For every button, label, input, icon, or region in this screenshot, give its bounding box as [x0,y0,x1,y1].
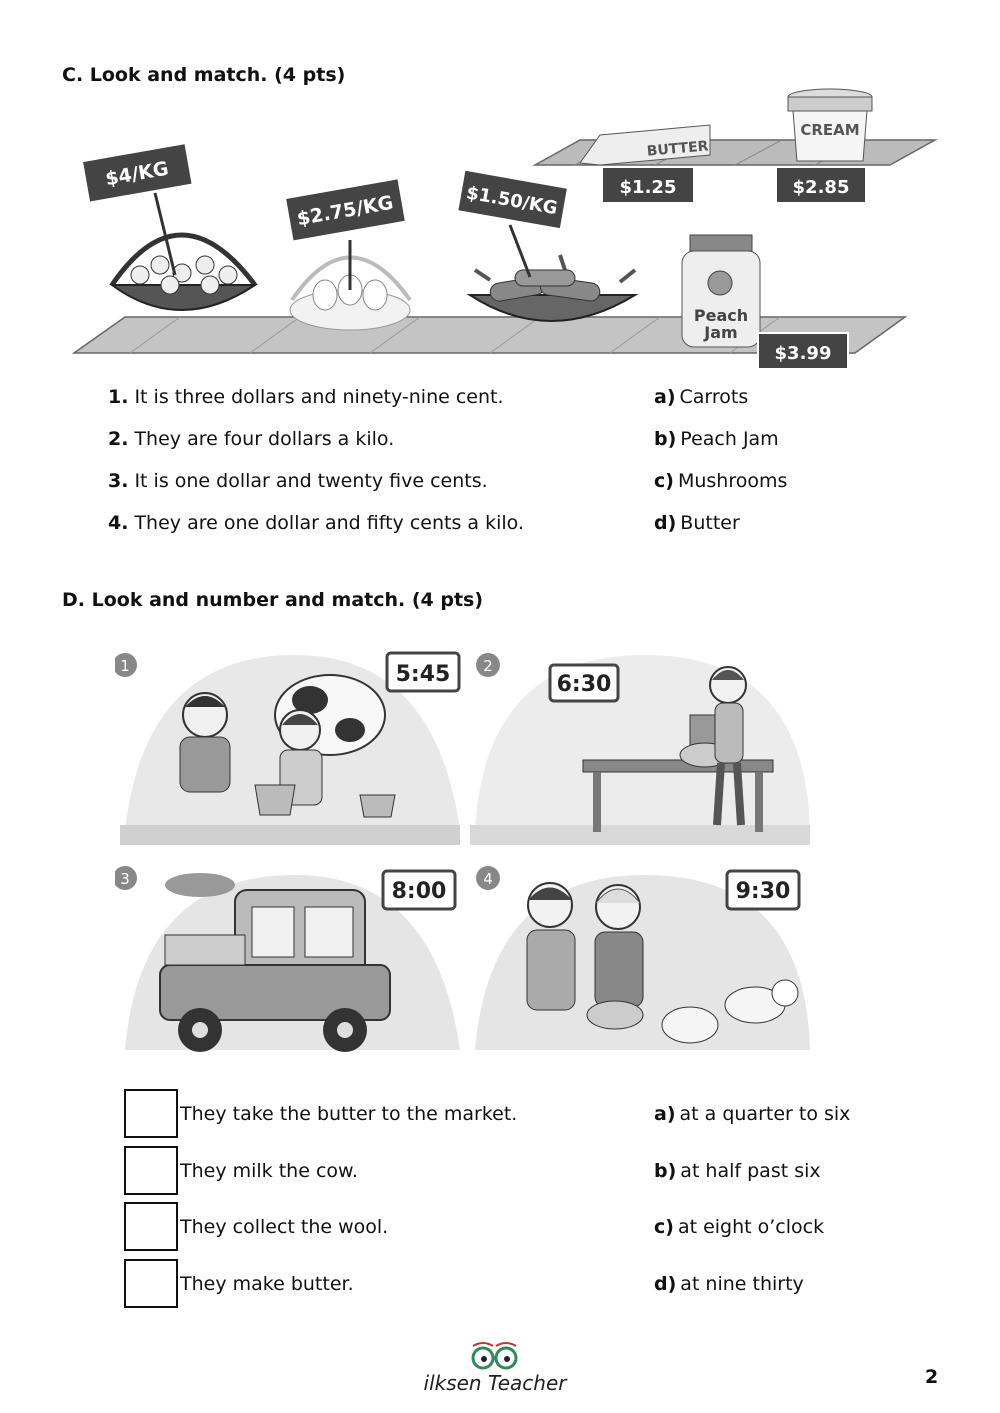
peach-jam-jar-icon [682,235,760,347]
butter-label: BUTTER [646,138,710,160]
cream-tub-icon [788,89,872,161]
d-option-b: b) at half past six [654,1160,821,1182]
price-eggs: $2.75/KG [295,191,396,231]
mushroom-basket-icon [112,235,255,310]
panel-1-number: 1 [120,657,130,675]
c-sentence-1: 1. It is three dollars and ninety-nine cent. [108,386,504,408]
c-option-c: c) Mushrooms [654,470,788,492]
panel-2-time: 6:30 [556,672,612,697]
panel-4-collecting-wool [475,866,810,1050]
section-c-heading: C. Look and match. (4 pts) [62,64,346,86]
c-option-b: b) Peach Jam [654,428,779,450]
panel-1-milking-cow [115,653,460,845]
answer-box-3[interactable] [124,1202,178,1251]
price-cream: $2.85 [792,177,850,198]
price-tag-mushrooms [82,143,193,203]
panel-2-number: 2 [483,657,493,675]
carrot-basket-icon [470,255,635,321]
section-d-heading: D. Look and number and match. (4 pts) [62,589,484,611]
panel-2-making-butter [470,653,810,845]
panel-4-time: 9:30 [735,879,791,904]
answer-box-2[interactable] [124,1146,178,1195]
answer-box-1[interactable] [124,1089,178,1138]
d-option-d: d) at nine thirty [654,1273,804,1295]
panel-1-time: 5:45 [395,662,451,687]
panel-4-number: 4 [483,870,493,888]
price-butter: $1.25 [619,177,677,198]
c-option-a: a) Carrots [654,386,749,408]
cream-label: CREAM [800,121,860,139]
panel-3-number: 3 [120,870,130,888]
d-option-a: a) at a quarter to six [654,1103,851,1125]
panel-3-time: 8:00 [391,879,447,904]
footer-logo [405,1340,585,1400]
price-tag-carrots [457,170,568,230]
price-carrots: $1.50/KG [464,182,560,220]
panel-3-truck-to-market [115,866,460,1052]
c-sentence-2: 2. They are four dollars a kilo. [108,428,395,450]
jam-label-line2: Jam [704,323,738,342]
price-mushrooms: $4/KG [103,157,171,191]
d-sentence-1: They take the butter to the market. [180,1103,518,1125]
answer-box-4[interactable] [124,1259,178,1308]
c-sentence-4: 4. They are one dollar and fifty cents a kilo. [108,512,524,534]
shop-shelves-illustration [60,85,950,375]
c-option-d: d) Butter [654,512,740,534]
c-sentence-3: 3. It is one dollar and twenty five cents. [108,470,488,492]
d-sentence-3: They collect the wool. [180,1216,389,1238]
price-jam: $3.99 [774,343,832,364]
page-number: 2 [925,1366,939,1388]
logo-text: ilksen Teacher [423,1371,567,1395]
d-sentence-4: They make butter. [180,1273,354,1295]
price-tag-eggs [285,178,406,241]
d-sentence-2: They milk the cow. [180,1160,358,1182]
jam-label-line1: Peach [693,306,749,325]
glasses-icon [473,1343,516,1368]
daily-routine-illustrations [115,645,825,1070]
d-option-c: c) at eight o’clock [654,1216,825,1238]
